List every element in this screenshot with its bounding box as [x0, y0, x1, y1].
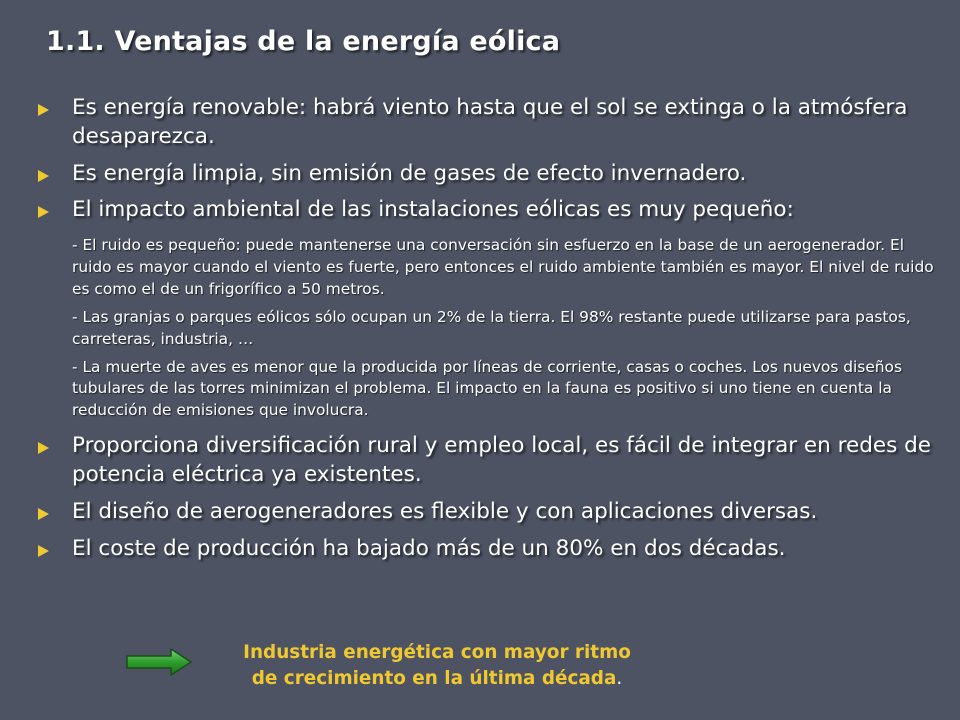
sub-item-land-use: - Las granjas o parques eólicos sólo ocupan un 2% de la tierra. El 98% restante puede utilizarse para pastos, carreteras, industria, … — [72, 307, 911, 348]
bullet-text: El impacto ambiental de las instalaciones eólicas es muy pequeño: — [72, 197, 794, 223]
conclusion-note — [120, 640, 740, 700]
bullet-item — [36, 432, 936, 490]
note-period: . — [616, 667, 623, 689]
note-line-1: Industria energética con mayor ritmo — [243, 642, 631, 663]
bullet-arrow-icon — [38, 508, 49, 520]
bullet-arrow-icon — [38, 170, 49, 182]
bullet-text: El diseño de aerogeneradores es flexible y con aplicaciones diversas. — [72, 498, 818, 524]
bullet-item — [36, 160, 936, 189]
bullet-text: Es energía renovable: habrá viento hasta que el sol se extinga o la atmósfera desaparezca. — [72, 95, 908, 149]
bullet-arrow-icon — [38, 545, 49, 557]
bullet-item — [36, 196, 936, 225]
sub-item-noise: - El ruido es pequeño: puede mantenerse una conversación sin esfuerzo en la base de un aerogenerador. El ruido es mayor cuando el viento es fuerte, pero entonces el ruido ambiente también es mayor. El nivel de ruido es como el de un frigorífico a 50 metros. — [72, 236, 934, 298]
green-right-arrow-icon — [125, 646, 195, 678]
sub-item-birds: - La muerte de aves es menor que la producida por líneas de corriente, casas o coches. Los nuevos diseños tubulares de las torres minimizan el problema. El impacto en la fauna es positivo si uno tiene en cuenta la reducción de emisiones que involucra. — [72, 357, 902, 420]
bullet-list — [36, 94, 936, 563]
note-line-2-text: de crecimiento en la última década — [251, 667, 617, 689]
bullet-text: Es energía limpia, sin emisión de gases de efecto invernadero. — [72, 160, 747, 186]
bullet-text: El coste de producción ha bajado más de un 80% en dos décadas. — [72, 535, 786, 561]
slide-title: 1.1. Ventajas de la energía eólica — [46, 26, 561, 57]
bullet-item — [36, 498, 936, 527]
bullet-arrow-icon — [38, 442, 49, 454]
bullet-item — [36, 94, 936, 152]
note-line-2 — [204, 666, 670, 692]
bullet-text: Proporciona diversificación rural y empleo local, es fácil de integrar en redes de potencia eléctrica ya existentes. — [72, 433, 931, 487]
bullet-arrow-icon — [38, 104, 49, 116]
note-text — [204, 640, 670, 692]
bullet-item — [36, 535, 936, 564]
bullet-arrow-icon — [38, 206, 49, 218]
